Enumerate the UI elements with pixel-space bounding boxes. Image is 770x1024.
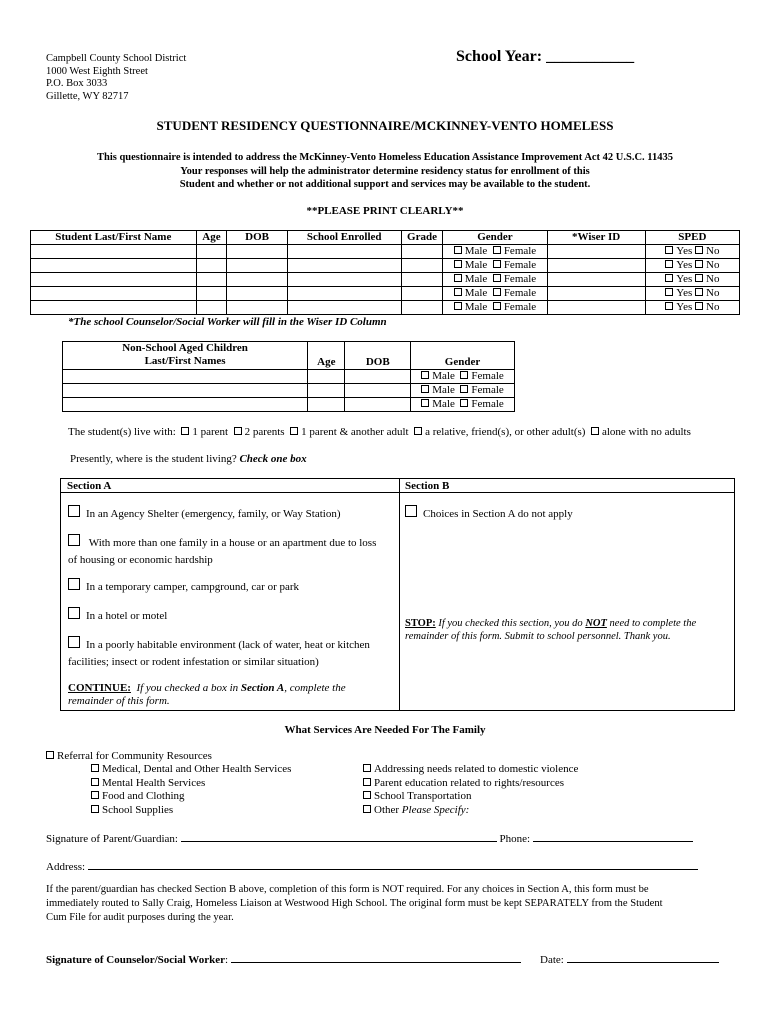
sections-divider [399,478,400,710]
checkbox[interactable] [493,274,501,282]
checkbox[interactable] [695,288,703,296]
section-a-option-poor-environment [68,636,370,671]
col-header-school: School Enrolled [287,231,401,245]
female-label: Female [471,370,504,382]
service-label: Other [374,803,400,816]
district-address [46,53,186,103]
checkbox[interactable] [493,288,501,296]
checkbox[interactable] [363,764,371,772]
checkbox[interactable] [454,260,462,268]
female-label: Female [503,301,537,313]
sped-cell [645,273,739,287]
checkbox[interactable] [91,805,99,813]
checkbox[interactable] [363,791,371,799]
presently-instruction: Check one box [239,453,307,465]
no-label: No [706,245,720,257]
intro-line: Your responses will help the administrator determine residency status for enrollment of this [180,165,590,177]
yes-label: Yes [676,287,693,299]
yes-label: Yes [676,245,693,257]
stop-text: remainder of this form. Submit to school personnel. Thank you. [405,631,671,642]
table-header-row [31,231,740,245]
gender-cell [443,245,547,259]
female-label: Female [503,273,537,285]
checkbox[interactable] [695,260,703,268]
school-cell[interactable] [287,287,401,301]
dob-cell[interactable] [345,398,411,412]
sped-cell [645,245,739,259]
checkbox[interactable] [695,246,703,254]
checkbox[interactable] [68,636,80,648]
service-label: Food and Clothing [102,790,185,802]
age-cell[interactable] [196,245,227,259]
grade-cell[interactable] [401,287,443,301]
address-field[interactable] [88,858,698,870]
gender-cell [443,287,547,301]
counselor-signature-field[interactable] [231,951,521,963]
table-row [63,384,515,398]
male-label: Male [464,287,488,299]
wiser-footnote: *The school Counselor/Social Worker will fill in the Wiser ID Column [68,316,387,328]
female-label: Female [471,398,504,410]
checkbox[interactable] [181,427,189,435]
checkbox[interactable] [68,505,80,517]
footer-line: If the parent/guardian has checked Section B above, completion of this form is NOT required. For any choices in Section A, this form must be [46,884,649,895]
continue-text: , complete the [284,682,346,694]
live-with-label: The student(s) live with: [68,426,176,438]
checkbox[interactable] [68,607,80,619]
yes-label: Yes [676,273,693,285]
dob-cell[interactable] [227,259,288,273]
female-label: Female [471,384,504,396]
col-header-grade: Grade [401,231,443,245]
wiser-cell[interactable] [547,245,645,259]
dob-cell[interactable] [227,287,288,301]
name-cell[interactable] [31,259,197,273]
table-row [31,273,740,287]
option-2-parents: 2 parents [244,426,285,438]
checkbox[interactable] [454,246,462,254]
footer-instructions [46,883,736,925]
address-line: Campbell County School District [46,53,187,64]
male-label: Male [464,301,488,313]
checkbox[interactable] [405,505,417,517]
no-label: No [706,273,720,285]
stop-note [405,617,696,643]
no-label: No [706,259,720,271]
sped-cell [645,301,739,315]
counselor-signature-row: Signature of Counselor/Social Worker: Date: [46,951,719,966]
col-header-gender: Gender [411,342,515,370]
date-field[interactable] [567,951,719,963]
option-label: Choices in Section A do not apply [423,508,573,520]
school-year-field[interactable]: School Year: ___________ [456,48,635,65]
continue-label: CONTINUE: [68,682,131,694]
gender-cell [411,398,515,412]
continue-note [68,682,346,708]
service-referral [46,750,212,762]
section-a-option-shared-housing [68,534,376,569]
checkbox[interactable] [46,751,54,759]
service-label: Medical, Dental and Other Health Services [102,763,292,775]
grade-cell[interactable] [401,273,443,287]
age-cell[interactable] [196,273,227,287]
section-a-option-hotel [68,607,167,622]
checkbox[interactable] [91,764,99,772]
col-header-names-line2: Last/First Names [144,355,226,367]
col-header-wiser: *Wiser ID [547,231,645,245]
male-label: Male [432,398,455,410]
col-header-gender: Gender [443,231,547,245]
gender-cell [411,370,515,384]
checkbox[interactable] [363,805,371,813]
school-cell[interactable] [287,245,401,259]
service-label: Referral for Community Resources [57,750,212,762]
intro-text [0,151,770,192]
checkbox[interactable] [421,371,429,379]
form-title: STUDENT RESIDENCY QUESTIONNAIRE/MCKINNEY-VENTO HOMELESS [156,118,614,133]
grade-cell[interactable] [401,245,443,259]
female-label: Female [503,259,537,271]
female-label: Female [503,245,537,257]
gender-cell [443,259,547,273]
male-label: Male [464,273,488,285]
table-row [31,301,740,315]
option-label: In a poorly habitable environment (lack of water, heat or kitchen [86,639,370,651]
live-with-row [68,426,691,438]
checkbox[interactable] [454,288,462,296]
grade-cell[interactable] [401,301,443,315]
wiser-cell[interactable] [547,259,645,273]
dob-cell[interactable] [345,370,411,384]
section-a-title: Section A [67,480,112,492]
col-header-dob: DOB [345,342,411,370]
age-cell[interactable] [196,259,227,273]
checkbox[interactable] [290,427,298,435]
name-cell[interactable] [31,301,197,315]
option-label-cont: of housing or economic hardship [68,554,213,566]
services-left-column [91,763,291,817]
age-cell[interactable] [308,370,345,384]
col-header-names-line1: Non-School Aged Children [122,342,248,354]
service-label: Mental Health Services [102,776,206,789]
dob-cell[interactable] [227,301,288,315]
option-label-cont: facilities; insect or rodent infestation or similar situation) [68,656,319,668]
school-cell[interactable] [287,273,401,287]
checkbox[interactable] [68,578,80,590]
checkbox[interactable] [91,791,99,799]
yes-label: Yes [676,301,693,313]
section-b-title: Section B [405,480,450,492]
option-label: In a hotel or motel [86,610,168,622]
stop-text: need to complete the [609,618,697,629]
sped-cell [645,287,739,301]
continue-text: remainder of this form. [68,695,170,707]
col-header-age: Age [196,231,227,245]
male-label: Male [432,370,455,382]
stop-not: NOT [585,618,607,629]
checkbox[interactable] [91,778,99,786]
option-label: In a temporary camper, campground, car or park [86,581,300,593]
parent-signature-label: Signature of Parent/Guardian: [46,833,178,845]
footer-line: Cum File for audit purposes during the year. [46,912,234,923]
option-parent-adult: 1 parent & another adult [301,426,409,438]
table-row [31,259,740,273]
sections-header-line [60,492,734,493]
names-cell[interactable] [63,370,308,384]
continue-text: If you checked a box in [136,682,239,694]
address-line: P.O. Box 3033 [46,78,108,89]
female-label: Female [503,287,537,299]
dob-cell[interactable] [345,384,411,398]
presently-question [70,453,307,465]
age-cell[interactable] [308,398,345,412]
checkbox[interactable] [665,302,673,310]
checkbox[interactable] [665,246,673,254]
checkbox[interactable] [454,274,462,282]
service-label: School Supplies [102,803,174,816]
option-alone: alone with no adults [601,426,691,438]
checkbox[interactable] [421,399,429,407]
name-cell[interactable] [31,287,197,301]
option-relative: a relative, friend(s), or other adult(s) [425,426,586,438]
gender-cell [443,273,547,287]
names-cell[interactable] [63,398,308,412]
print-clearly-note: **PLEASE PRINT CLEARLY** [306,205,464,217]
student-table [30,230,740,315]
checkbox[interactable] [493,260,501,268]
option-1-parent: 1 parent [192,426,229,438]
checkbox[interactable] [591,427,599,435]
checkbox[interactable] [460,371,468,379]
section-b-option [405,505,573,520]
col-header-age: Age [308,342,345,370]
male-label: Male [432,384,455,396]
service-label: School Transportation [374,790,472,802]
wiser-cell[interactable] [547,287,645,301]
phone-field[interactable] [533,830,693,842]
checkbox[interactable] [665,274,673,282]
male-label: Male [464,245,488,257]
phone-label: Phone: [499,833,531,845]
school-cell[interactable] [287,301,401,315]
checkbox[interactable] [695,302,703,310]
presently-label: Presently, where is the student living? [70,453,237,465]
address-row [46,858,698,873]
school-cell[interactable] [287,259,401,273]
address-line: 1000 West Eighth Street [46,65,148,77]
intro-line: This questionnaire is intended to address the McKinney-Vento Homeless Education Assistance Improvement Act 42 U.S.C. 11435 [97,152,673,163]
option-label: In an Agency Shelter (emergency, family, or Way Station) [86,508,341,520]
age-cell[interactable] [196,301,227,315]
checkbox[interactable] [665,260,673,268]
table-row [31,287,740,301]
address-line: Gillette, WY 82717 [46,90,129,102]
table-header-row [63,342,515,370]
service-label: Parent education related to rights/resources [374,776,564,789]
nonschool-table [62,341,515,412]
gender-cell [443,301,547,315]
checkbox[interactable] [493,246,501,254]
checkbox[interactable] [493,302,501,310]
dob-cell[interactable] [227,273,288,287]
checkbox[interactable] [695,274,703,282]
col-header-name: Student Last/First Name [31,231,197,245]
stop-label: STOP: [405,618,436,629]
table-row [31,245,740,259]
male-label: Male [464,259,488,271]
service-label: Addressing needs related to domestic violence [374,763,579,775]
section-a-option-shelter [68,505,340,520]
yes-label: Yes [676,259,693,271]
name-cell[interactable] [31,245,197,259]
wiser-cell[interactable] [547,273,645,287]
stop-text: If you checked this section, you do [438,618,583,629]
footer-line: immediately routed to Sally Craig, Homeless Liaison at Westwood High School. The original form must be kept SEPARATELY from the Student [46,898,663,909]
address-label: Address: [46,861,86,873]
age-cell[interactable] [196,287,227,301]
checkbox[interactable] [363,778,371,786]
continue-section-ref: Section A [240,682,285,694]
counselor-signature-label: Signature of Counselor/Social Worker [46,954,225,966]
no-label: No [706,287,720,299]
no-label: No [706,301,720,313]
age-cell[interactable] [308,384,345,398]
wiser-cell[interactable] [547,301,645,315]
date-label: Date: [540,954,564,966]
grade-cell[interactable] [401,259,443,273]
parent-signature-field[interactable] [181,830,497,842]
checkbox[interactable] [414,427,422,435]
col-header-names [63,342,308,370]
intro-line: Student and whether or not additional support and services may be available to the student. [179,179,591,190]
services-title: What Services Are Needed For The Family [284,724,486,736]
section-a-option-camper [68,578,299,593]
checkbox[interactable] [68,534,80,546]
table-row [63,370,515,384]
parent-signature-row [46,830,693,845]
checkbox[interactable] [460,385,468,393]
checkbox[interactable] [454,302,462,310]
services-right-column [363,763,578,817]
checkbox[interactable] [665,288,673,296]
names-cell[interactable] [63,384,308,398]
sped-cell [645,259,739,273]
checkbox[interactable] [234,427,242,435]
name-cell[interactable] [31,273,197,287]
col-header-sped: SPED [645,231,739,245]
other-specify: Please Specify: [401,803,470,816]
col-header-dob: DOB [227,231,288,245]
option-label: With more than one family in a house or an apartment due to loss [88,537,377,549]
table-row [63,398,515,412]
checkbox[interactable] [460,399,468,407]
dob-cell[interactable] [227,245,288,259]
gender-cell [411,384,515,398]
checkbox[interactable] [421,385,429,393]
